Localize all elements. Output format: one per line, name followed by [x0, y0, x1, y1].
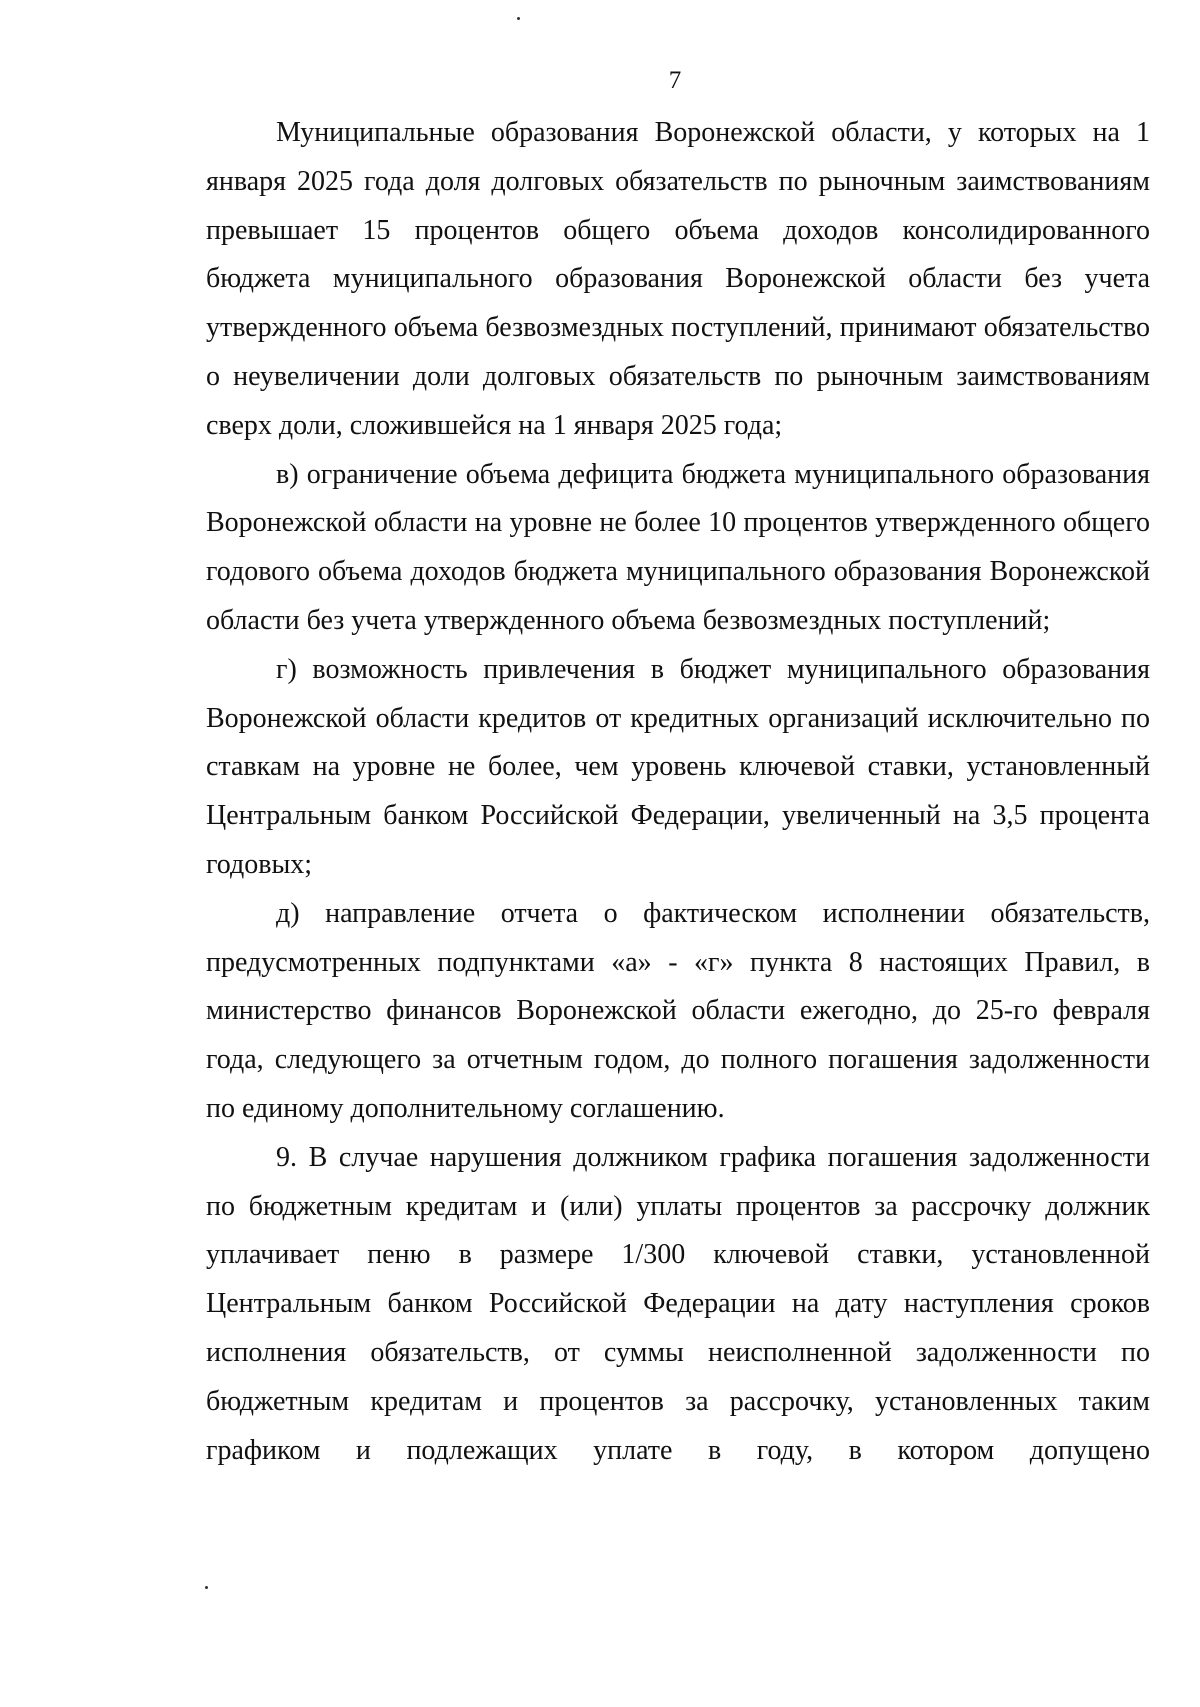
scan-speck	[205, 1586, 208, 1589]
paragraph-item-v: в) ограничение объема дефицита бюджета муниципального образования Воронежской области на уровне не более 10 процентов утвержденного общего годового объема доходов бюджета муниципального образования Воронежской области без учета утвержденного объема безвозмездных поступлений;	[206, 458, 1150, 636]
paragraph-item-g: г) возможность привлечения в бюджет муниципального образования Воронежской области кредитов от кредитных организаций исключительно по ставкам на уровне не более, чем уровень ключевой ставки, установленный Центральным банком Российской Федерации, увеличенный на 3,5 процента годовых;	[206, 653, 1150, 880]
scan-speck	[517, 17, 520, 20]
paragraph-item-d: д) направление отчета о фактическом исполнении обязательств, предусмотренных подпунктами «а» - «г» пункта 8 настоящих Правил, в министерство финансов Воронежской области ежегодно, до 25-го февраля года, следующего за отчетным годом, до полного погашения задолженности по единому дополнительному соглашению.	[206, 897, 1150, 1124]
document-body	[206, 109, 1150, 1475]
page-number: 7	[668, 67, 682, 94]
paragraph-clause-9: 9. В случае нарушения должником графика погашения задолженности по бюджетным кредитам и (или) уплаты процентов за рассрочку должник уплачивает пеню в размере 1/300 ключевой ставки, установленной Центральным банком Российской Федерации на дату наступления сроков исполнения обязательств, от суммы неисполненной задолженности по бюджетным кредитам и процентов за рассрочку, установленных таким графиком и подлежащих уплате в году, в котором допущено	[206, 1141, 1150, 1466]
paragraph-municipal-obligation: Муниципальные образования Воронежской области, у которых на 1 января 2025 года доля долговых обязательств по рыночным заимствованиям превышает 15 процентов общего объема доходов консолидированного бюджета муниципального образования Воронежской области без учета утвержденного объема безвозмездных поступлений, принимают обязательство о неувеличении доли долговых обязательств по рыночным заимствованиям сверх доли, сложившейся на 1 января 2025 года;	[206, 117, 1150, 441]
